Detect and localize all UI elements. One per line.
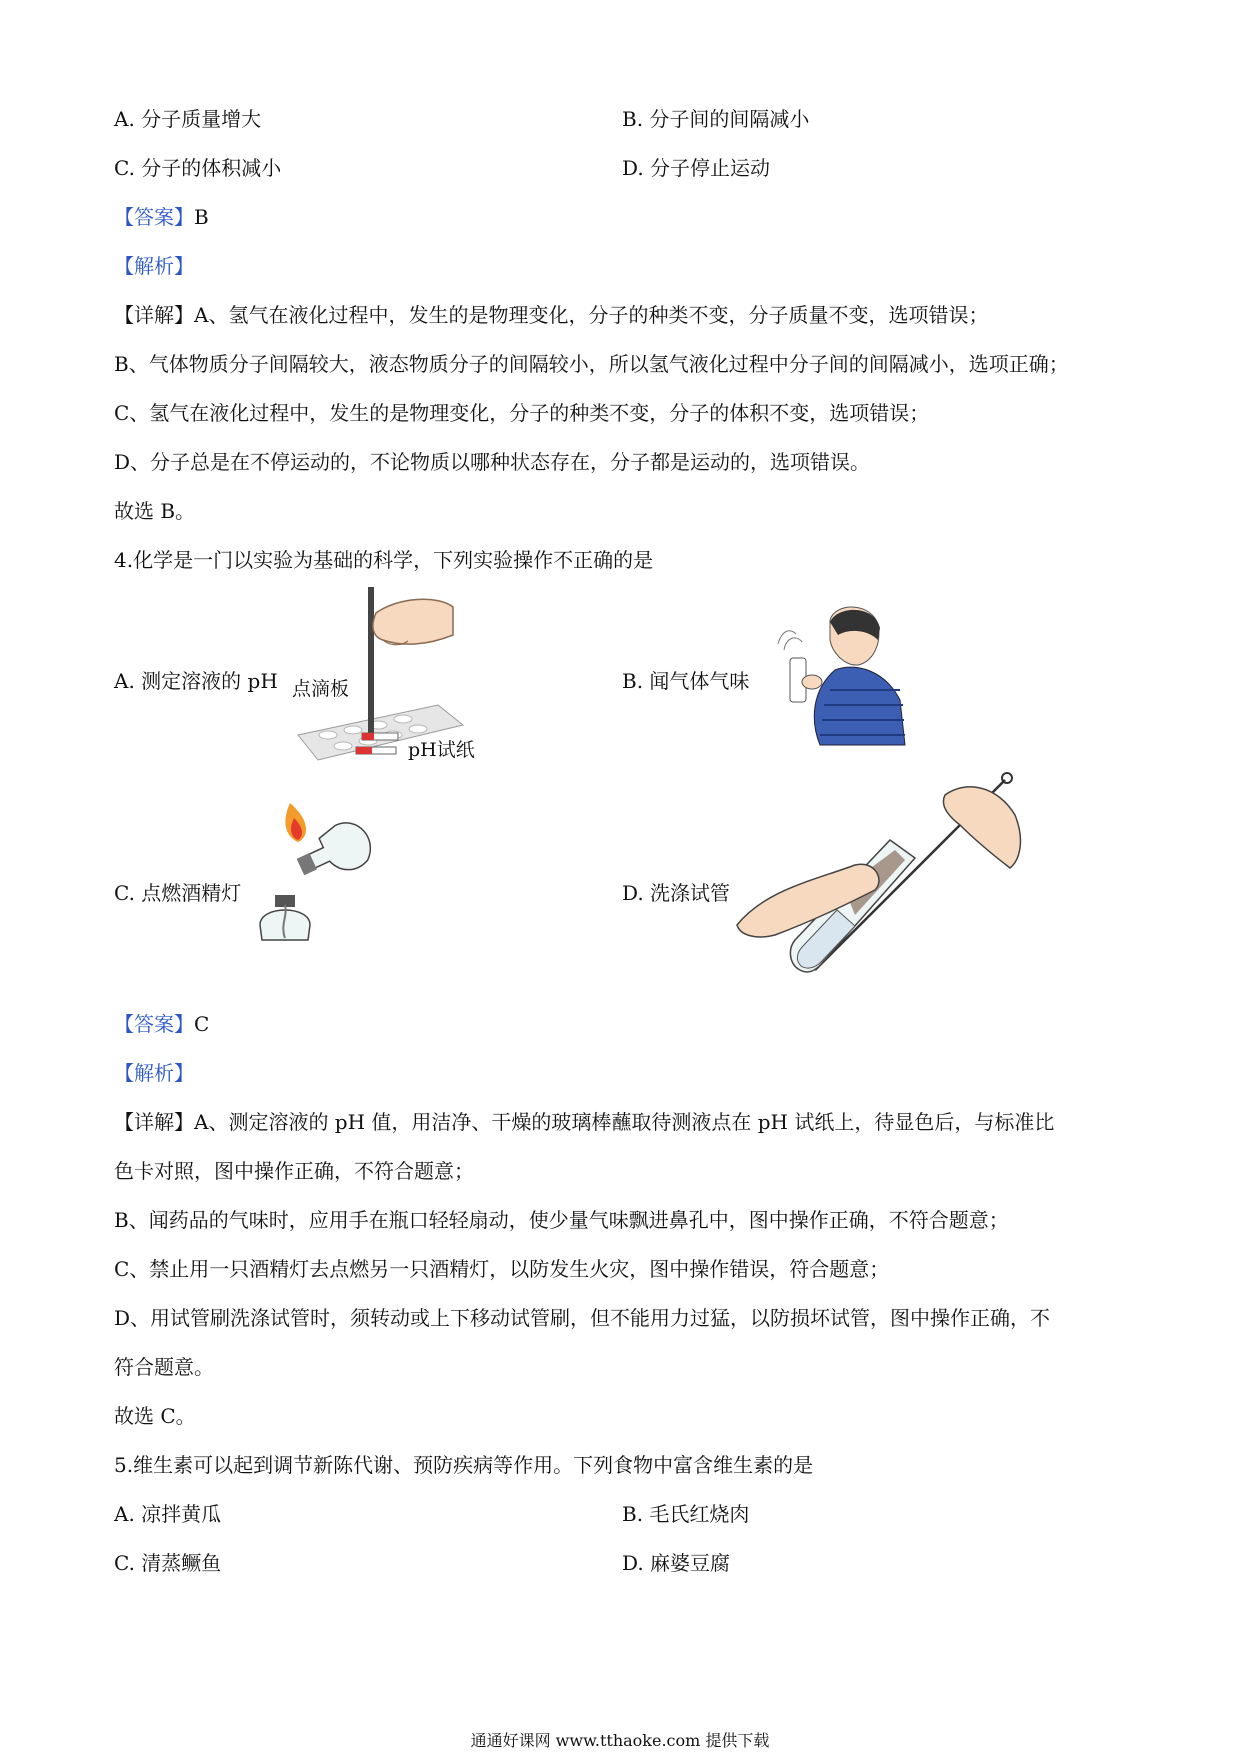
- q4-detail-line: 色卡对照，图中操作正确，不符合题意；: [114, 1159, 474, 1183]
- q5-stem: 5.维生素可以起到调节新陈代谢、预防疾病等作用。下列食物中富含维生素的是: [114, 1453, 814, 1477]
- q4-option-b: B. 闻气体气味: [622, 669, 750, 693]
- q3-option-b: B. 分子间的间隔减小: [622, 107, 810, 131]
- q4-detail-line: 符合题意。: [114, 1355, 214, 1379]
- q4-option-d: D. 洗涤试管: [622, 881, 731, 905]
- answer-value: C: [194, 1012, 210, 1036]
- q3-answer: [114, 204, 209, 230]
- q4-stem: 4.化学是一门以实验为基础的科学，下列实验操作不正确的是: [114, 548, 654, 572]
- answer-tag: 【答案】: [114, 1012, 194, 1036]
- answer-tag: 【答案】: [114, 205, 194, 229]
- q5-option-d: D. 麻婆豆腐: [622, 1551, 731, 1575]
- q3-analysis-tag: 【解析】: [114, 254, 194, 278]
- q3-detail-line: B、气体物质分子间隔较大，液态物质分子的间隔较小，所以氢气液化过程中分子间的间隔减小，选项正确；: [114, 352, 1069, 376]
- q4-analysis-tag: 【解析】: [114, 1061, 194, 1085]
- q4-detail-line: D、用试管刷洗涤试管时，须转动或上下移动试管刷，但不能用力过猛，以防损坏试管，图中操作正确，不: [114, 1306, 1051, 1330]
- q4-option-c: C. 点燃酒精灯: [114, 881, 242, 905]
- q4-detail-line: C、禁止用一只酒精灯去点燃另一只酒精灯，以防发生火灾，图中操作错误，符合题意；: [114, 1257, 890, 1281]
- q4-detail-line: 【详解】A、测定溶液的 pH 值，用洁净、干燥的玻璃棒蘸取待测液点在 pH 试纸上，待显色后，与标准比: [114, 1110, 1055, 1134]
- q3-option-c: C. 分子的体积减小: [114, 156, 282, 180]
- q3-detail-line: D、分子总是在不停运动的，不论物质以哪种状态存在，分子都是运动的，选项错误。: [114, 450, 871, 474]
- q3-detail-line: C、氢气在液化过程中，发生的是物理变化，分子的种类不变，分子的体积不变，选项错误；: [114, 401, 930, 425]
- spot-plate-label: 点滴板: [292, 678, 350, 700]
- q4-detail-line: B、闻药品的气味时，应用手在瓶口轻轻扇动，使少量气味飘进鼻孔中，图中操作正确，不符合题意；: [114, 1208, 1009, 1232]
- q4-conclusion: 故选 C。: [114, 1404, 196, 1428]
- page-footer: 通通好课网 www.tthaoke.com 提供下载: [470, 1731, 770, 1750]
- q5-option-b: B. 毛氏红烧肉: [622, 1502, 750, 1526]
- q3-option-a: A. 分子质量增大: [114, 107, 262, 131]
- q3-detail-line: 【详解】A、氢气在液化过程中，发生的是物理变化，分子的种类不变，分子质量不变，选项错误；: [114, 303, 989, 327]
- answer-value: B: [194, 205, 209, 229]
- smell-gas-figure: [760, 600, 910, 750]
- q4-answer: [114, 1011, 209, 1037]
- q3-conclusion: 故选 B。: [114, 499, 196, 523]
- ph-paper-label: pH试纸: [408, 739, 475, 761]
- q5-option-c: C. 清蒸鳜鱼: [114, 1551, 222, 1575]
- wash-tube-figure: [735, 770, 1035, 985]
- q4-option-a: A. 测定溶液的 pH: [114, 669, 278, 693]
- alcohol-lamp-figure: [250, 800, 390, 950]
- q5-option-a: A. 凉拌黄瓜: [114, 1502, 222, 1526]
- q3-option-d: D. 分子停止运动: [622, 156, 771, 180]
